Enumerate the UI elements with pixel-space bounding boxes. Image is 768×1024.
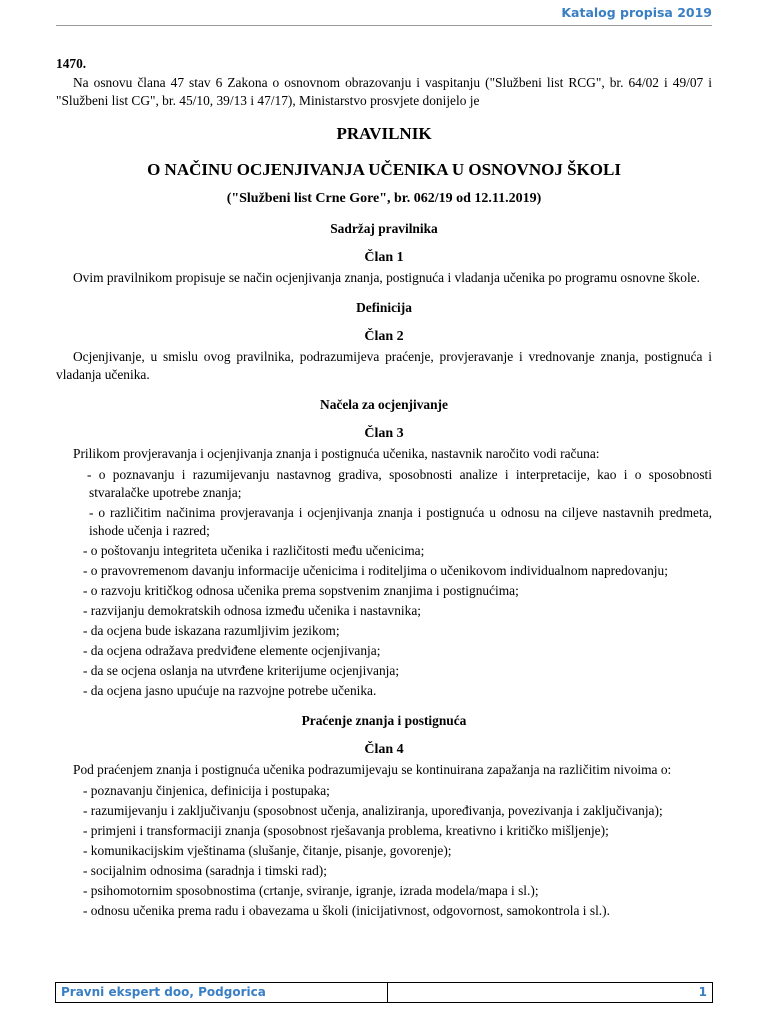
article-4-label: Član 4 — [364, 742, 404, 757]
document-title: PRAVILNIK — [336, 124, 432, 143]
regulation-number: 1470. — [56, 56, 87, 71]
footer-publisher: Pravni ekspert doo, Podgorica — [56, 983, 388, 1002]
article-3-intro: Prilikom provjeravanja i ocjenjivanja znanja i postignuća učenika, nastavnik naročito vodi računa: — [73, 446, 600, 461]
definition-heading: Definicija — [356, 300, 412, 315]
list-item: - psihomotornim sposobnostima (crtanje, sviranje, igranje, izrada modela/mapa i sl.); — [83, 883, 539, 898]
list-item: - o poznavanju i razumijevanju nastavnog gradiva, sposobnosti analize i interpretacije, kao i o sposobnosti stvaralačke upotrebe znanja; — [87, 467, 712, 500]
article-4-intro: Pod praćenjem znanja i postignuća učenika podrazumijevaju se kontinuirana zapažanja na različitim nivoima o: — [73, 762, 672, 777]
list-item: - da ocjena odražava predviđene elemente ocjenjivanja; — [83, 643, 381, 658]
tracking-heading: Praćenje znanja i postignuća — [301, 713, 467, 728]
list-item: - komunikacijskim vještinama (slušanje, čitanje, pisanje, govorenje); — [83, 843, 452, 858]
document-body — [56, 55, 712, 922]
preamble: Na osnovu člana 47 stav 6 Zakona o osnovnom obrazovanju i vaspitanju ("Službeni list RCG", br. 64/02 i 49/07 i "Službeni list CG", br. 45/10, 39/13 i 47/17), Ministarstvo prosvjete donijelo je — [56, 75, 712, 108]
list-item: - da ocjena bude iskazana razumljivim jezikom; — [83, 623, 340, 638]
list-item: - razvijanju demokratskih odnosa između učenika i nastavnika; — [83, 603, 422, 618]
article-2-text: Ocjenjivanje, u smislu ovog pravilnika, podrazumijeva praćenje, provjeravanje i vrednovanje znanja, postignuća i vladanja učenika. — [56, 349, 712, 382]
article-2-label: Član 2 — [364, 329, 404, 344]
list-item: - odnosu učenika prema radu i obavezama u školi (inicijativnost, odgovornost, samokontrola i sl.). — [83, 903, 610, 918]
page-footer — [55, 982, 713, 1003]
list-item: - o poštovanju integriteta učenika i različitosti među učenicima; — [83, 543, 425, 558]
list-item: - da se ocjena oslanja na utvrđene kriterijume ocjenjivanja; — [83, 663, 400, 678]
gazette-reference: ("Službeni list Crne Gore", br. 062/19 od 12.11.2019) — [226, 191, 542, 206]
article-3-list — [56, 466, 712, 700]
article-4-list — [56, 782, 712, 920]
list-item: - socijalnim odnosima (saradnja i timski rad); — [83, 863, 327, 878]
list-item: - da ocjena jasno upućuje na razvojne potrebe učenika. — [83, 683, 377, 698]
list-item: - o razvoju kritičkog odnosa učenika prema sopstvenim znanjima i postignućima; — [83, 583, 519, 598]
list-item: - poznavanju činjenica, definicija i postupaka; — [83, 783, 330, 798]
article-3-label: Član 3 — [364, 426, 404, 441]
page-header — [0, 0, 768, 28]
list-item: - razumijevanju i zaključivanju (sposobnost učenja, analiziranja, upoređivanja, povezivanja i zaključivanja); — [83, 803, 663, 818]
list-item: - primjeni i transformaciji znanja (sposobnost rješavanja problema, kreativno i kritičko mišljenje); — [83, 823, 609, 838]
article-1-label: Član 1 — [364, 250, 404, 265]
list-item: - o pravovremenom davanju informacije učenicima i roditeljima o učenikovom individualnom napredovanju; — [83, 563, 668, 578]
header-title: Katalog propisa 2019 — [561, 5, 712, 20]
principles-heading: Načela za ocjenjivanje — [320, 397, 448, 412]
header-divider — [56, 25, 712, 26]
article-1-text: Ovim pravilnikom propisuje se način ocjenjivanja znanja, postignuća i vladanja učenika po programu osnovne škole. — [73, 270, 700, 285]
footer-page-number: 1 — [698, 985, 707, 999]
list-item: - o različitim načinima provjeravanja i ocjenjivanja znanja i postignuća u odnosu na ciljeve nastavnih predmeta, ishode učenja i razred; — [89, 505, 712, 538]
document-subtitle: O NAČINU OCJENJIVANJA UČENIKA U OSNOVNOJ ŠKOLI — [147, 160, 621, 179]
contents-heading: Sadržaj pravilnika — [330, 221, 438, 236]
